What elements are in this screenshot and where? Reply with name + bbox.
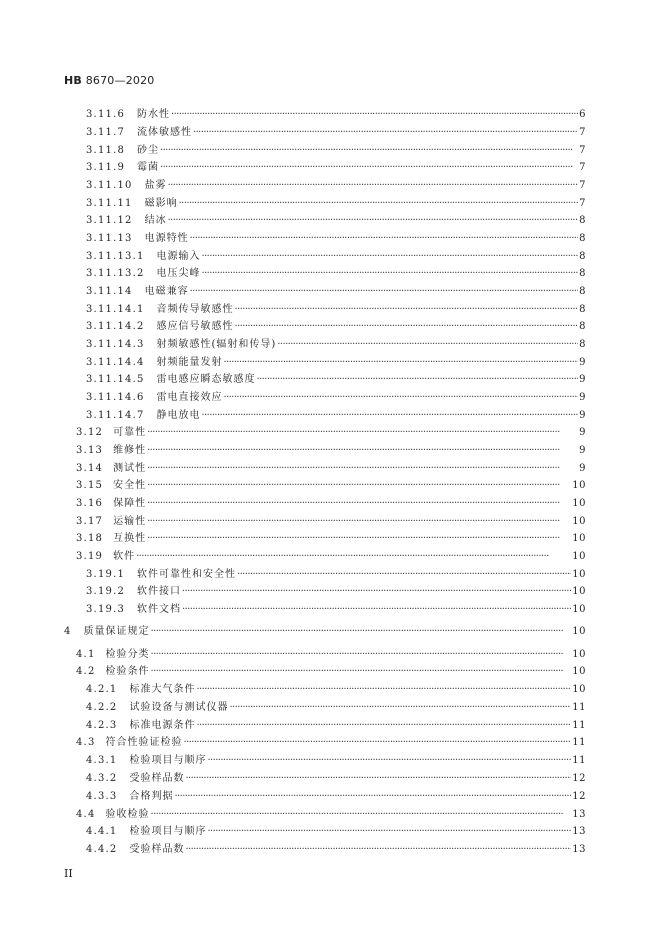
toc-entry-title: 音频传导敏感性 bbox=[156, 304, 234, 315]
toc-entry-page: 8 bbox=[579, 321, 586, 332]
toc-entry-number: 3.11.13.2 bbox=[86, 268, 145, 279]
toc-entry-number: 4.2.2 bbox=[86, 702, 118, 713]
toc-entry[interactable] bbox=[76, 808, 586, 822]
toc-leader-dots bbox=[277, 338, 578, 352]
toc-entry-title: 保障性 bbox=[113, 498, 147, 509]
toc-entry-title: 电源输入 bbox=[156, 251, 201, 262]
toc-entry-page: 10 bbox=[572, 586, 586, 597]
toc-entry-number: 4.4 bbox=[76, 809, 96, 820]
toc-entry[interactable] bbox=[86, 790, 586, 804]
toc-entry-page: 10 bbox=[572, 649, 586, 660]
toc-entry[interactable] bbox=[86, 391, 586, 405]
toc-entry-number: 3.17 bbox=[76, 516, 104, 527]
toc-leader-dots bbox=[182, 603, 571, 617]
toc-leader-dots bbox=[174, 790, 571, 804]
toc-entry-number: 4.3.1 bbox=[86, 755, 118, 766]
toc-entry-title: 符合性验证检验 bbox=[105, 737, 183, 748]
toc-entry-number: 3.11.9 bbox=[86, 162, 126, 173]
toc-entry-title: 磁影响 bbox=[144, 198, 178, 209]
toc-entry-number: 3.11.11 bbox=[86, 198, 133, 209]
toc-entry[interactable] bbox=[86, 250, 586, 264]
toc-entry[interactable] bbox=[86, 108, 586, 122]
toc-entry-number: 3.19.1 bbox=[86, 569, 126, 580]
toc-leader-dots bbox=[171, 108, 578, 122]
toc-entry-title: 试验设备与测试仪器 bbox=[129, 702, 229, 713]
page-number: II bbox=[64, 867, 73, 880]
toc-entry-title: 检验项目与顺序 bbox=[129, 826, 207, 837]
toc-entry-number: 3.11.14 bbox=[86, 286, 133, 297]
toc-entry-page: 11 bbox=[572, 702, 586, 713]
toc-entry-number: 4.2.1 bbox=[86, 684, 118, 695]
toc-entry-title: 验收检验 bbox=[105, 809, 150, 820]
toc-entry-title: 受验样品数 bbox=[129, 773, 185, 784]
toc-entry-page: 10 bbox=[572, 684, 586, 695]
toc-entry-page: 13 bbox=[572, 844, 586, 855]
toc-entry-number: 4.3 bbox=[76, 737, 96, 748]
toc-entry-number: 3.11.14.1 bbox=[86, 304, 145, 315]
toc-entry[interactable] bbox=[64, 625, 586, 639]
toc-entry-title: 防水性 bbox=[137, 109, 171, 120]
toc-entry-title: 受验样品数 bbox=[129, 844, 185, 855]
toc-entry-title: 质量保证规定 bbox=[83, 626, 150, 637]
toc-entry-page: 10 bbox=[572, 551, 586, 562]
toc-leader-dots bbox=[147, 426, 578, 440]
toc-leader-dots bbox=[257, 373, 579, 387]
toc-leader-dots bbox=[229, 701, 571, 715]
toc-leader-dots bbox=[196, 683, 571, 697]
toc-entry-number: 3.11.14.2 bbox=[86, 321, 145, 332]
toc-entry-title: 射频敏感性(辐射和传导) bbox=[156, 339, 277, 350]
toc-entry-title: 安全性 bbox=[113, 480, 147, 491]
toc-entry[interactable] bbox=[86, 683, 586, 697]
toc-leader-dots bbox=[147, 515, 571, 529]
toc-entry-title: 软件可靠性和安全性 bbox=[137, 569, 237, 580]
toc-entry[interactable] bbox=[86, 197, 586, 211]
toc-leader-dots bbox=[190, 232, 579, 246]
toc-entry-title: 互换性 bbox=[113, 533, 147, 544]
toc-entry-title: 运输性 bbox=[113, 516, 147, 527]
toc-leader-dots bbox=[185, 772, 571, 786]
toc-leader-dots bbox=[202, 267, 579, 281]
toc-entry-page: 6 bbox=[579, 109, 586, 120]
toc-entry-page: 8 bbox=[579, 286, 586, 297]
toc-entry[interactable] bbox=[86, 338, 586, 352]
toc-entry-title: 维修性 bbox=[113, 445, 147, 456]
standard-number: 8670—2020 bbox=[85, 74, 155, 87]
toc-leader-dots bbox=[207, 825, 571, 839]
toc-entry-title: 电源特性 bbox=[144, 233, 189, 244]
toc-entry-page: 8 bbox=[579, 268, 586, 279]
toc-leader-dots bbox=[151, 625, 572, 639]
toc-entry[interactable] bbox=[76, 497, 586, 511]
toc-entry-title: 软件 bbox=[113, 551, 136, 562]
toc-entry-title: 结冰 bbox=[144, 215, 167, 226]
toc-leader-dots bbox=[237, 568, 571, 582]
toc-entry-number: 4.4.2 bbox=[86, 844, 118, 855]
toc-entry-number: 4.1 bbox=[76, 649, 96, 660]
toc-entry-page: 7 bbox=[579, 180, 586, 191]
toc-entry[interactable] bbox=[86, 825, 586, 839]
toc-entry-page: 9 bbox=[579, 445, 586, 456]
toc-entry-number: 3.19 bbox=[76, 551, 104, 562]
toc-leader-dots bbox=[235, 320, 579, 334]
toc-entry-page: 11 bbox=[572, 720, 586, 731]
toc-entry-title: 合格判据 bbox=[129, 791, 174, 802]
toc-entry-number: 4.2.3 bbox=[86, 720, 118, 731]
toc-entry-number: 3.11.6 bbox=[86, 109, 126, 120]
toc-entry-number: 3.12 bbox=[76, 427, 104, 438]
toc-entry[interactable] bbox=[76, 532, 586, 546]
toc-leader-dots bbox=[202, 250, 579, 264]
toc-entry-page: 7 bbox=[579, 162, 586, 173]
toc-entry-title: 射频能量发射 bbox=[156, 357, 223, 368]
toc-entry-page: 11 bbox=[572, 737, 586, 748]
toc-entry-title: 砂尘 bbox=[137, 145, 160, 156]
toc-leader-dots bbox=[147, 532, 571, 546]
toc-entry-page: 10 bbox=[572, 480, 586, 491]
toc-entry-number: 3.11.14.3 bbox=[86, 339, 145, 350]
toc-entry-page: 12 bbox=[572, 791, 586, 802]
toc-entry-number: 3.11.14.5 bbox=[86, 374, 145, 385]
toc-leader-dots bbox=[147, 497, 571, 511]
toc-entry-number: 3.11.14.7 bbox=[86, 410, 145, 421]
toc-entry[interactable] bbox=[86, 701, 586, 715]
toc-entry[interactable] bbox=[76, 462, 586, 476]
toc-entry-page: 8 bbox=[579, 251, 586, 262]
toc-entry[interactable] bbox=[86, 232, 586, 246]
toc-leader-dots bbox=[160, 161, 578, 175]
toc-entry-number: 3.11.14.4 bbox=[86, 357, 145, 368]
toc-entry-title: 软件接口 bbox=[137, 586, 182, 597]
toc-entry[interactable] bbox=[76, 665, 586, 679]
toc-entry-number: 4.3.2 bbox=[86, 773, 118, 784]
toc-entry[interactable] bbox=[76, 444, 586, 458]
toc-entry-page: 8 bbox=[579, 233, 586, 244]
toc-entry-number: 3.11.8 bbox=[86, 145, 126, 156]
toc-entry[interactable] bbox=[86, 585, 586, 599]
standard-code: HB bbox=[64, 74, 82, 87]
toc-entry-number: 3.15 bbox=[76, 480, 104, 491]
toc-entry-title: 雷电感应瞬态敏感度 bbox=[156, 374, 256, 385]
toc-entry-page: 11 bbox=[572, 755, 586, 766]
toc-entry-page: 10 bbox=[572, 626, 586, 637]
toc-entry-number: 3.11.7 bbox=[86, 127, 126, 138]
toc-entry-page: 10 bbox=[572, 604, 586, 615]
toc-entry[interactable] bbox=[76, 479, 586, 493]
toc-entry[interactable] bbox=[86, 409, 586, 423]
toc-entry-page: 8 bbox=[579, 339, 586, 350]
toc-entry-number: 3.19.3 bbox=[86, 604, 126, 615]
toc-entry-number: 3.11.13.1 bbox=[86, 251, 145, 262]
toc-entry-page: 9 bbox=[579, 374, 586, 385]
toc-leader-dots bbox=[151, 808, 572, 822]
toc-entry-title: 电压尖峰 bbox=[156, 268, 201, 279]
toc-entry-title: 可靠性 bbox=[113, 427, 147, 438]
toc-entry-number: 3.18 bbox=[76, 533, 104, 544]
toc-leader-dots bbox=[182, 585, 571, 599]
toc-entry-title: 检验分类 bbox=[105, 649, 150, 660]
toc-leader-dots bbox=[168, 214, 579, 228]
toc-entry-page: 12 bbox=[572, 773, 586, 784]
toc-entry-page: 9 bbox=[579, 357, 586, 368]
toc-entry-page: 9 bbox=[579, 410, 586, 421]
toc-entry[interactable] bbox=[76, 648, 586, 662]
toc-entry[interactable] bbox=[76, 736, 586, 750]
toc-leader-dots bbox=[151, 648, 572, 662]
toc-leader-dots bbox=[207, 754, 571, 768]
toc-leader-dots bbox=[168, 179, 579, 193]
toc-entry[interactable] bbox=[86, 285, 586, 299]
toc-entry-number: 3.11.13 bbox=[86, 233, 133, 244]
toc-entry-page: 7 bbox=[579, 198, 586, 209]
toc-entry-page: 10 bbox=[572, 498, 586, 509]
toc-entry-title: 标准电源条件 bbox=[129, 720, 196, 731]
toc-entry-page: 9 bbox=[579, 463, 586, 474]
toc-entry-page: 13 bbox=[572, 826, 586, 837]
toc-entry-page: 7 bbox=[579, 145, 586, 156]
toc-entry-number: 3.19.2 bbox=[86, 586, 126, 597]
toc-entry-title: 雷电直接效应 bbox=[156, 392, 223, 403]
toc-leader-dots bbox=[179, 197, 579, 211]
toc-entry[interactable] bbox=[76, 515, 586, 529]
toc-leader-dots bbox=[147, 479, 571, 493]
toc-entry-number: 3.11.10 bbox=[86, 180, 133, 191]
toc-entry-page: 10 bbox=[572, 516, 586, 527]
toc-entry-page: 9 bbox=[579, 392, 586, 403]
toc-entry-page: 8 bbox=[579, 304, 586, 315]
toc-leader-dots bbox=[136, 550, 571, 564]
toc-entry[interactable] bbox=[86, 303, 586, 317]
toc-entry-title: 电磁兼容 bbox=[144, 286, 189, 297]
toc-entry-title: 盐雾 bbox=[144, 180, 167, 191]
toc-entry-number: 4 bbox=[64, 626, 72, 637]
toc-entry-page: 10 bbox=[572, 569, 586, 580]
toc-entry[interactable] bbox=[86, 267, 586, 281]
toc-entry[interactable] bbox=[86, 719, 586, 733]
toc-leader-dots bbox=[224, 391, 579, 405]
toc-entry-page: 10 bbox=[572, 533, 586, 544]
toc-leader-dots bbox=[184, 736, 572, 750]
toc-entry[interactable] bbox=[86, 843, 586, 857]
toc-leader-dots bbox=[196, 719, 571, 733]
toc-entry-page: 10 bbox=[572, 666, 586, 677]
toc-leader-dots bbox=[147, 462, 578, 476]
toc-entry-number: 4.3.3 bbox=[86, 791, 118, 802]
toc-leader-dots bbox=[193, 126, 578, 140]
toc-entry-page: 13 bbox=[572, 809, 586, 820]
toc-entry[interactable] bbox=[86, 179, 586, 193]
toc-leader-dots bbox=[190, 285, 579, 299]
toc-leader-dots bbox=[185, 843, 571, 857]
toc-entry[interactable] bbox=[86, 568, 586, 582]
toc-entry-title: 静电放电 bbox=[156, 410, 201, 421]
toc-entry-page: 8 bbox=[579, 215, 586, 226]
toc-leader-dots bbox=[202, 409, 579, 423]
toc-entry[interactable] bbox=[86, 144, 586, 158]
toc-leader-dots bbox=[224, 356, 579, 370]
toc-leader-dots bbox=[147, 444, 578, 458]
toc-entry-title: 标准大气条件 bbox=[129, 684, 196, 695]
toc-entry-number: 4.2 bbox=[76, 666, 96, 677]
toc-entry[interactable] bbox=[76, 426, 586, 440]
toc-entry-number: 3.14 bbox=[76, 463, 104, 474]
toc-leader-dots bbox=[235, 303, 579, 317]
toc-entry-title: 流体敏感性 bbox=[137, 127, 193, 138]
toc-entry-page: 9 bbox=[579, 427, 586, 438]
toc-leader-dots bbox=[160, 144, 578, 158]
toc-entry-number: 4.4.1 bbox=[86, 826, 118, 837]
toc-entry[interactable] bbox=[86, 754, 586, 768]
toc-entry-title: 感应信号敏感性 bbox=[156, 321, 234, 332]
toc-entry-title: 检验条件 bbox=[105, 666, 150, 677]
toc-entry-number: 3.11.14.6 bbox=[86, 392, 145, 403]
toc-entry-number: 3.13 bbox=[76, 445, 104, 456]
toc-entry-title: 测试性 bbox=[113, 463, 147, 474]
toc-entry[interactable] bbox=[86, 126, 586, 140]
toc-entry-title: 软件文档 bbox=[137, 604, 182, 615]
toc-entry[interactable] bbox=[86, 772, 586, 786]
toc-entry[interactable] bbox=[86, 214, 586, 228]
toc-entry[interactable] bbox=[86, 320, 586, 334]
toc-entry-title: 检验项目与顺序 bbox=[129, 755, 207, 766]
toc-entry-number: 3.16 bbox=[76, 498, 104, 509]
toc-entry[interactable] bbox=[76, 550, 586, 564]
toc-entry[interactable] bbox=[86, 603, 586, 617]
toc-entry[interactable] bbox=[86, 356, 586, 370]
toc-entry[interactable] bbox=[86, 373, 586, 387]
toc-entry-title: 霉菌 bbox=[137, 162, 160, 173]
toc-entry[interactable] bbox=[86, 161, 586, 175]
toc-entry-number: 3.11.12 bbox=[86, 215, 133, 226]
toc-leader-dots bbox=[151, 665, 572, 679]
toc-entry-page: 7 bbox=[579, 127, 586, 138]
